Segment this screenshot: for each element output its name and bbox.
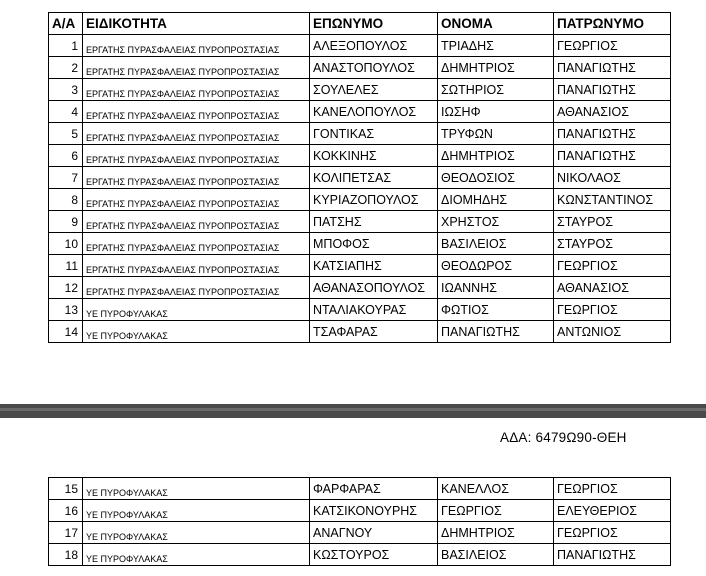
row-father-name: ΑΘΑΝΑΣΙΟΣ <box>554 101 671 123</box>
row-father-name: ΠΑΝΑΓΙΩΤΗΣ <box>554 57 671 79</box>
row-number: 13 <box>49 299 83 321</box>
row-number: 15 <box>49 478 83 500</box>
row-surname: ΑΝΑΣΤΟΠΟΥΛΟΣ <box>310 57 438 79</box>
row-name: ΚΑΝΕΛΛΟΣ <box>438 478 554 500</box>
row-father-name: ΣΤΑΥΡΟΣ <box>554 233 671 255</box>
row-surname: ΤΣΑΦΑΡΑΣ <box>310 321 438 343</box>
header-name: ΟΝΟΜΑ <box>438 13 554 35</box>
row-specialty: ΕΡΓΑΤΗΣ ΠΥΡΑΣΦΑΛΕΙΑΣ ΠΥΡΟΠΡΟΣΤΑΣΙΑΣ <box>83 211 310 233</box>
row-number: 8 <box>49 189 83 211</box>
row-number: 11 <box>49 255 83 277</box>
table-row <box>49 101 671 123</box>
table-row <box>49 167 671 189</box>
row-surname: ΚΑΤΣΙΑΠΗΣ <box>310 255 438 277</box>
table-body-page-2 <box>49 478 671 566</box>
row-name: ΦΩΤΙΟΣ <box>438 299 554 321</box>
row-surname: ΦΑΡΦΑΡΑΣ <box>310 478 438 500</box>
row-name: ΘΕΟΔΩΡΟΣ <box>438 255 554 277</box>
row-specialty: ΕΡΓΑΤΗΣ ΠΥΡΑΣΦΑΛΕΙΑΣ ΠΥΡΟΠΡΟΣΤΑΣΙΑΣ <box>83 35 310 57</box>
row-father-name: ΝΙΚΟΛΑΟΣ <box>554 167 671 189</box>
header-father: ΠΑΤΡΩΝΥΜΟ <box>554 13 671 35</box>
row-number: 17 <box>49 522 83 544</box>
row-father-name: ΑΝΤΩΝΙΟΣ <box>554 321 671 343</box>
row-number: 4 <box>49 101 83 123</box>
row-number: 1 <box>49 35 83 57</box>
row-name: ΤΡΙΑΔΗΣ <box>438 35 554 57</box>
row-father-name: ΓΕΩΡΓΙΟΣ <box>554 255 671 277</box>
row-specialty: ΕΡΓΑΤΗΣ ΠΥΡΑΣΦΑΛΕΙΑΣ ΠΥΡΟΠΡΟΣΤΑΣΙΑΣ <box>83 255 310 277</box>
row-father-name: ΠΑΝΑΓΙΩΤΗΣ <box>554 544 671 566</box>
row-name: ΔΗΜΗΤΡΙΟΣ <box>438 145 554 167</box>
header-aa: Α/Α <box>49 13 83 35</box>
row-surname: ΚΟΚΚΙΝΗΣ <box>310 145 438 167</box>
row-name: ΠΑΝΑΓΙΩΤΗΣ <box>438 321 554 343</box>
row-name: ΒΑΣΙΛΕΙΟΣ <box>438 544 554 566</box>
row-number: 6 <box>49 145 83 167</box>
row-specialty: ΕΡΓΑΤΗΣ ΠΥΡΑΣΦΑΛΕΙΑΣ ΠΥΡΟΠΡΟΣΤΑΣΙΑΣ <box>83 123 310 145</box>
table-row <box>49 544 671 566</box>
row-surname: ΑΝΑΓΝΟΥ <box>310 522 438 544</box>
row-surname: ΚΩΣΤΟΥΡΟΣ <box>310 544 438 566</box>
table-row <box>49 299 671 321</box>
row-father-name: ΕΛΕΥΘΕΡΙΟΣ <box>554 500 671 522</box>
row-number: 14 <box>49 321 83 343</box>
table-row <box>49 123 671 145</box>
table-row <box>49 277 671 299</box>
personnel-table-page-1 <box>48 12 671 343</box>
table-row <box>49 145 671 167</box>
row-surname: ΚΑΤΣΙΚΟΝΟΥΡΗΣ <box>310 500 438 522</box>
row-specialty: ΥΕ ΠΥΡΟΦΥΛΑΚΑΣ <box>83 478 310 500</box>
table-body-page-1 <box>49 35 671 343</box>
row-surname: ΝΤΑΛΙΑΚΟΥΡΑΣ <box>310 299 438 321</box>
row-name: ΤΡΥΦΩΝ <box>438 123 554 145</box>
row-surname: ΣΟΥΛΕΛΕΣ <box>310 79 438 101</box>
row-name: ΘΕΟΔΟΣΙΟΣ <box>438 167 554 189</box>
row-father-name: ΣΤΑΥΡΟΣ <box>554 211 671 233</box>
row-number: 7 <box>49 167 83 189</box>
row-surname: ΚΥΡΙΑΖΟΠΟΥΛΟΣ <box>310 189 438 211</box>
table-row <box>49 478 671 500</box>
row-number: 12 <box>49 277 83 299</box>
row-specialty: ΥΕ ΠΥΡΟΦΥΛΑΚΑΣ <box>83 299 310 321</box>
table-row <box>49 79 671 101</box>
row-father-name: ΠΑΝΑΓΙΩΤΗΣ <box>554 123 671 145</box>
row-number: 5 <box>49 123 83 145</box>
row-specialty: ΥΕ ΠΥΡΟΦΥΛΑΚΑΣ <box>83 321 310 343</box>
row-specialty: ΕΡΓΑΤΗΣ ΠΥΡΑΣΦΑΛΕΙΑΣ ΠΥΡΟΠΡΟΣΤΑΣΙΑΣ <box>83 233 310 255</box>
table-header-row <box>49 13 671 35</box>
row-name: ΒΑΣΙΛΕΙΟΣ <box>438 233 554 255</box>
personnel-table-page-2 <box>48 477 671 566</box>
row-name: ΧΡΗΣΤΟΣ <box>438 211 554 233</box>
row-name: ΓΕΩΡΓΙΟΣ <box>438 500 554 522</box>
row-father-name: ΠΑΝΑΓΙΩΤΗΣ <box>554 145 671 167</box>
row-name: ΔΗΜΗΤΡΙΟΣ <box>438 522 554 544</box>
header-surname: ΕΠΩΝΥΜΟ <box>310 13 438 35</box>
table-row <box>49 522 671 544</box>
row-specialty: ΕΡΓΑΤΗΣ ΠΥΡΑΣΦΑΛΕΙΑΣ ΠΥΡΟΠΡΟΣΤΑΣΙΑΣ <box>83 79 310 101</box>
table-row <box>49 233 671 255</box>
row-surname: ΚΟΛΙΠΕΤΣΑΣ <box>310 167 438 189</box>
table-row <box>49 500 671 522</box>
row-number: 3 <box>49 79 83 101</box>
row-father-name: ΚΩΝΣΤΑΝΤΙΝΟΣ <box>554 189 671 211</box>
row-surname: ΜΠΟΦΟΣ <box>310 233 438 255</box>
row-specialty: ΕΡΓΑΤΗΣ ΠΥΡΑΣΦΑΛΕΙΑΣ ΠΥΡΟΠΡΟΣΤΑΣΙΑΣ <box>83 101 310 123</box>
row-number: 2 <box>49 57 83 79</box>
header-specialty: ΕΙΔΙΚΟΤΗΤΑ <box>83 13 310 35</box>
row-specialty: ΕΡΓΑΤΗΣ ΠΥΡΑΣΦΑΛΕΙΑΣ ΠΥΡΟΠΡΟΣΤΑΣΙΑΣ <box>83 277 310 299</box>
row-number: 10 <box>49 233 83 255</box>
row-name: ΔΗΜΗΤΡΙΟΣ <box>438 57 554 79</box>
row-surname: ΠΑΤΣΗΣ <box>310 211 438 233</box>
table-row <box>49 211 671 233</box>
row-number: 16 <box>49 500 83 522</box>
row-surname: ΚΑΝΕΛΟΠΟΥΛΟΣ <box>310 101 438 123</box>
table-row <box>49 189 671 211</box>
row-number: 9 <box>49 211 83 233</box>
row-name: ΔΙΟΜΗΔΗΣ <box>438 189 554 211</box>
table-row <box>49 35 671 57</box>
table-row <box>49 321 671 343</box>
row-father-name: ΓΕΩΡΓΙΟΣ <box>554 522 671 544</box>
row-father-name: ΓΕΩΡΓΙΟΣ <box>554 299 671 321</box>
row-specialty: ΥΕ ΠΥΡΟΦΥΛΑΚΑΣ <box>83 500 310 522</box>
row-specialty: ΕΡΓΑΤΗΣ ΠΥΡΑΣΦΑΛΕΙΑΣ ΠΥΡΟΠΡΟΣΤΑΣΙΑΣ <box>83 145 310 167</box>
page-separator <box>0 404 706 418</box>
ada-code: ΑΔΑ: 6479Ω90-ΘΕΗ <box>500 430 627 445</box>
row-surname: ΓΟΝΤΙΚΑΣ <box>310 123 438 145</box>
row-father-name: ΑΘΑΝΑΣΙΟΣ <box>554 277 671 299</box>
row-father-name: ΓΕΩΡΓΙΟΣ <box>554 35 671 57</box>
row-name: ΙΩΑΝΝΗΣ <box>438 277 554 299</box>
row-specialty: ΕΡΓΑΤΗΣ ΠΥΡΑΣΦΑΛΕΙΑΣ ΠΥΡΟΠΡΟΣΤΑΣΙΑΣ <box>83 167 310 189</box>
row-surname: ΑΘΑΝΑΣΟΠΟΥΛΟΣ <box>310 277 438 299</box>
row-specialty: ΥΕ ΠΥΡΟΦΥΛΑΚΑΣ <box>83 544 310 566</box>
row-number: 18 <box>49 544 83 566</box>
row-specialty: ΥΕ ΠΥΡΟΦΥΛΑΚΑΣ <box>83 522 310 544</box>
table-row <box>49 255 671 277</box>
row-name: ΣΩΤΗΡΙΟΣ <box>438 79 554 101</box>
row-specialty: ΕΡΓΑΤΗΣ ΠΥΡΑΣΦΑΛΕΙΑΣ ΠΥΡΟΠΡΟΣΤΑΣΙΑΣ <box>83 57 310 79</box>
table-row <box>49 57 671 79</box>
row-father-name: ΠΑΝΑΓΙΩΤΗΣ <box>554 79 671 101</box>
row-name: ΙΩΣΗΦ <box>438 101 554 123</box>
row-surname: ΑΛΕΞΟΠΟΥΛΟΣ <box>310 35 438 57</box>
row-specialty: ΕΡΓΑΤΗΣ ΠΥΡΑΣΦΑΛΕΙΑΣ ΠΥΡΟΠΡΟΣΤΑΣΙΑΣ <box>83 189 310 211</box>
row-father-name: ΓΕΩΡΓΙΟΣ <box>554 478 671 500</box>
